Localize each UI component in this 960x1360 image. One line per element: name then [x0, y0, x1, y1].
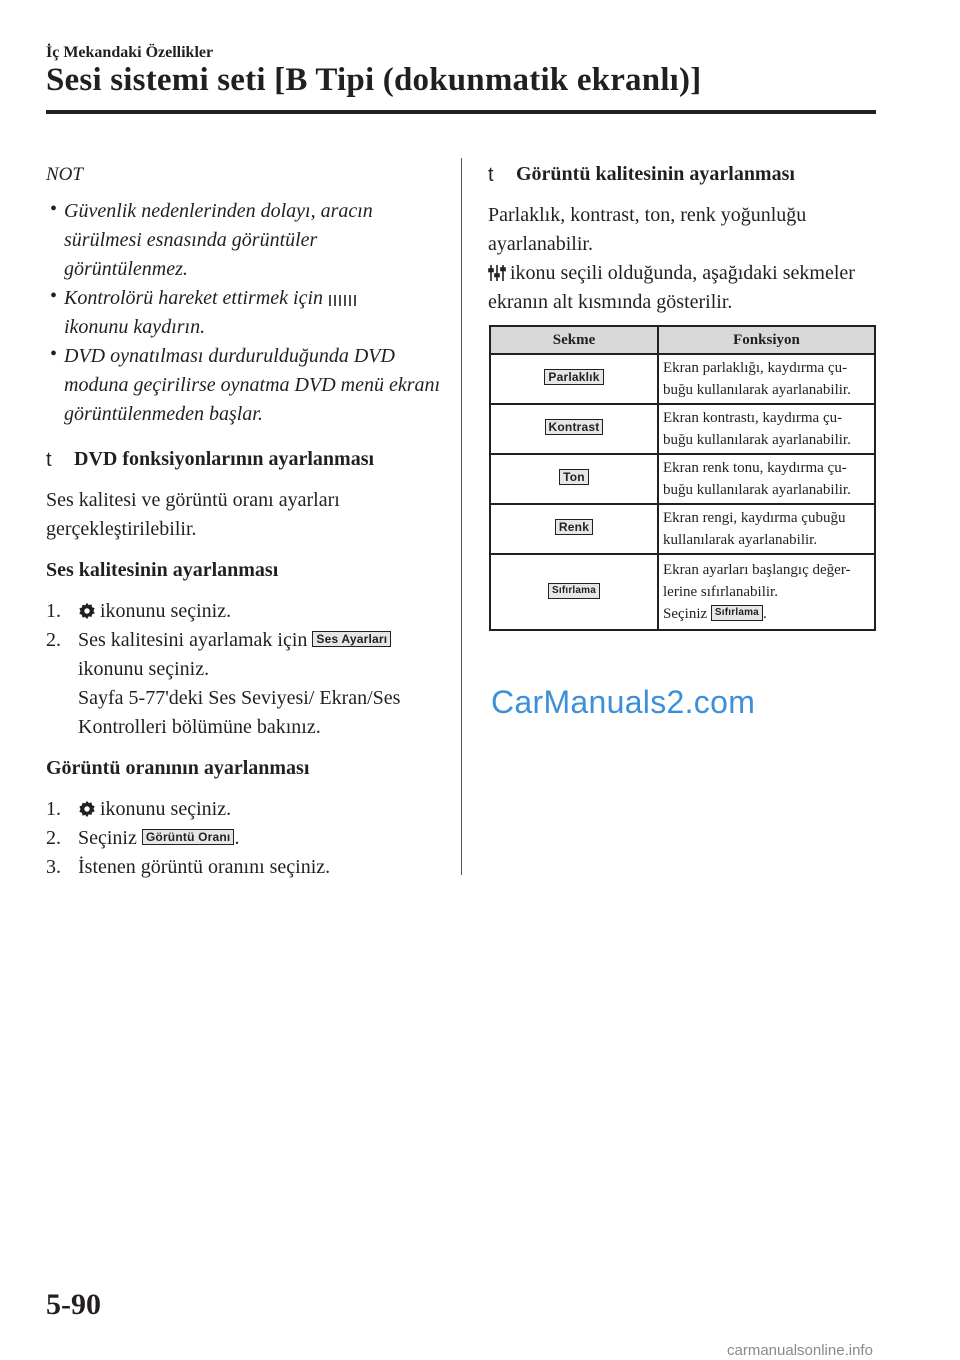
- dvd-section-heading: t DVD fonksiyonlarının ayarlanması: [46, 445, 446, 474]
- reset-button[interactable]: Sıfırlama: [711, 605, 763, 621]
- table-row: [490, 504, 875, 554]
- page-title: Sesi sistemi seti [B Tipi (dokunmatik ekranlı)]: [46, 62, 702, 98]
- table-cell: Ekran rengi, kaydırma çubuğu kullanılarak ayarlanabilir.: [658, 504, 875, 554]
- image-section-heading: t Görüntü kalitesinin ayarlanması: [488, 160, 876, 189]
- note-item: • Güvenlik nedenlerinden dolayı, aracın sürülmesi esnasında görüntüler görüntülenmez.: [50, 198, 373, 280]
- dvd-intro: Ses kalitesi ve görüntü oranı ayarları gerçekleştirilebilir.: [46, 489, 340, 540]
- section-marker: t: [46, 449, 52, 471]
- note-item: • Kontrolörü hareket ettirmek için ikonunu kaydırın.: [46, 284, 446, 342]
- reset-tab-button[interactable]: Sıfırlama: [548, 583, 600, 599]
- right-column: [488, 160, 876, 329]
- gear-icon: [78, 800, 96, 818]
- section-marker: t: [488, 164, 494, 186]
- left-column: [46, 160, 446, 894]
- aspect-steps: [46, 795, 446, 882]
- watermark: CarManuals2.com: [491, 684, 756, 720]
- note-title: NOT: [46, 164, 83, 185]
- image-icon-text: ikonu seçili olduğunda, aşağıdaki sekmeler ekranın alt kısmında gösterilir.: [488, 262, 855, 313]
- footer-watermark: carmanualsonline.info: [727, 1342, 873, 1359]
- step-item: 2. Seçiniz Görüntü Oranı .: [46, 827, 240, 849]
- color-tab-button[interactable]: Renk: [555, 519, 593, 535]
- gear-icon: [78, 602, 96, 620]
- sound-settings-button[interactable]: Ses Ayarları: [312, 631, 391, 647]
- table-row: [490, 404, 875, 454]
- column-divider: [461, 158, 462, 875]
- table-row: [490, 454, 875, 504]
- slider-bars-icon: [328, 293, 358, 307]
- settings-table: [489, 325, 876, 631]
- table-cell: Ekran kontrastı, kaydırma çu-buğu kullanılarak ayarlanabilir.: [658, 404, 875, 454]
- table-cell: Ekran parlaklığı, kaydırma çu-buğu kullanılarak ayarlanabilir.: [658, 354, 875, 404]
- step-item: 3. İstenen görüntü oranını seçiniz.: [46, 856, 331, 878]
- title-rule: [46, 110, 876, 114]
- sound-steps: [46, 597, 446, 742]
- sound-quality-heading: Ses kalitesinin ayarlanması: [46, 559, 279, 581]
- table-row: [490, 354, 875, 404]
- page-number: 5-90: [46, 1288, 101, 1321]
- step-item: 1. ikonunu seçiniz.: [46, 600, 232, 622]
- table-header-row: [490, 326, 875, 354]
- step-item: 2. Ses kalitesini ayarlamak için Ses Ayarları ikonunu seçiniz. Sayfa 5-77'deki Ses Seviyesi/ Ekran/Ses Kontrolleri bölümüne bakınız.: [46, 629, 401, 738]
- image-intro: Parlaklık, kontrast, ton, renk yoğunluğu ayarlanabilir.: [488, 204, 807, 255]
- aspect-ratio-heading: Görüntü oranının ayarlanması: [46, 757, 310, 779]
- contrast-tab-button[interactable]: Kontrast: [545, 419, 604, 435]
- brightness-tab-button[interactable]: Parlaklık: [544, 369, 603, 385]
- table-cell: Ekran ayarları başlangıç değer-lerine sıfırlanabilir. Seçiniz Sıfırlama .: [658, 554, 875, 630]
- aspect-ratio-button[interactable]: Görüntü Oranı: [142, 829, 235, 845]
- note-list: [46, 197, 446, 429]
- column-header: Sekme: [490, 326, 658, 354]
- note-item: • DVD oynatılması durdurulduğunda DVD moduna geçirilirse oynatma DVD menü ekranı görüntülenmeden başlar.: [50, 343, 441, 425]
- section-label: İç Mekandaki Özellikler: [46, 44, 214, 61]
- column-header: Fonksiyon: [658, 326, 875, 354]
- table-row: [490, 554, 875, 630]
- step-item: 1. ikonunu seçiniz.: [46, 798, 232, 820]
- table-cell: Ekran renk tonu, kaydırma çu-buğu kullanılarak ayarlanabilir.: [658, 454, 875, 504]
- equalizer-icon: [488, 264, 506, 282]
- tone-tab-button[interactable]: Ton: [559, 469, 589, 485]
